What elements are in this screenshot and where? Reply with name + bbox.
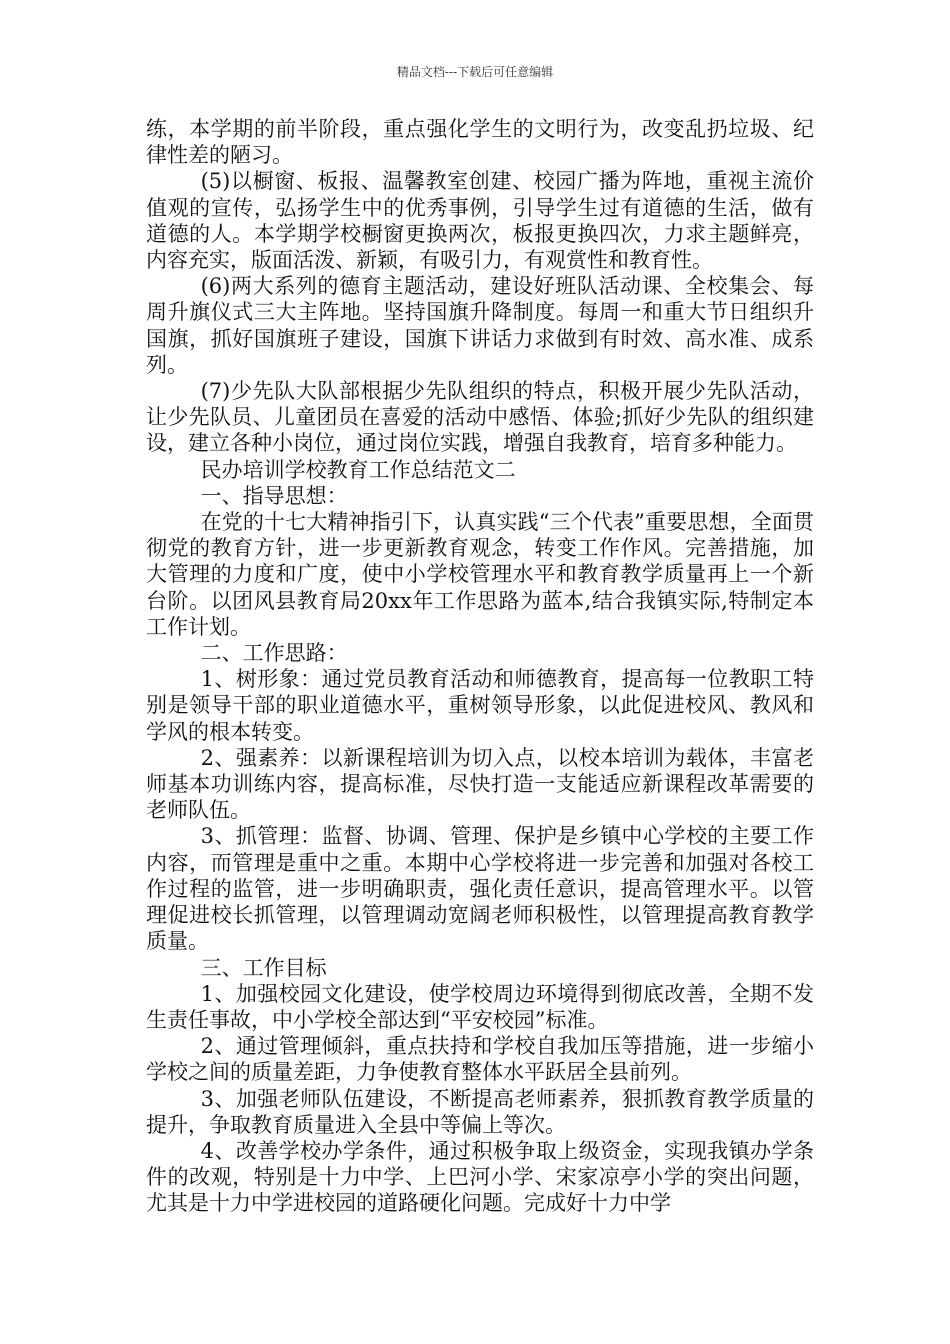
paragraph: 1、树形象：通过党员教育活动和师德教育，提高每一位教职工特别是领导干部的职业道德水平，重树领导形象，以此促进校风、教风和学风的根本转变。 bbox=[146, 667, 814, 744]
paragraph: 在党的十七大精神指引下，认真实践“三个代表”重要思想，全面贯彻党的教育方针，进一步更新教育观念，转变工作作风。完善措施，加大管理的力度和广度，使中小学校管理水平和教育教学质量再上一个新台阶。以团风县教育局20xx年工作思路为蓝本,结合我镇实际,特制定本工作计划。 bbox=[146, 510, 814, 639]
paragraph: 3、抓管理：监督、协调、管理、保护是乡镇中心学校的主要工作内容，而管理是重中之重。本期中心学校将进一步完善和加强对各校工作过程的监管，进一步明确职责，强化责任意识，提高管理水平。以管理促进校长抓管理，以管理调动宽阔老师积极性，以管理提高教育教学质量。 bbox=[146, 824, 814, 954]
paragraph: 3、加强老师队伍建设，不断提高老师素养，狠抓教育教学质量的提升，争取教育质量进入全县中等偏上等次。 bbox=[146, 1086, 814, 1137]
section-heading: 一、指导思想： bbox=[200, 483, 348, 508]
paragraph: (5)以橱窗、板报、温馨教室创建、校园广播为阵地，重视主流价值观的宣传，弘扬学生中的优秀事例，引导学生过有道德的生活，做有道德的人。本学期学校橱窗更换两次，板报更换四次，力求主题鲜亮，内容充实，版面活泼、新颖，有吸引力，有观赏性和教育性。 bbox=[146, 169, 814, 273]
document-body bbox=[146, 116, 814, 1217]
paragraph: 4、改善学校办学条件，通过积极争取上级资金，实现我镇办学条件的改观，特别是十力中学、上巴河小学、宋家凉亭小学的突出问题，尤其是十力中学进校园的道路硬化问题。完成好十力中学 bbox=[146, 1138, 814, 1216]
section-title: 民办培训学校教育工作总结范文二 bbox=[200, 457, 516, 482]
paragraph: (7)少先队大队部根据少先队组织的特点，积极开展少先队活动，让少先队员、儿童团员在喜爱的活动中感悟、体验;抓好少先队的组织建设，建立各种小岗位，通过岗位实践，增强自我教育，培育多种能力。 bbox=[146, 379, 814, 456]
paragraph: 2、通过管理倾斜，重点扶持和学校自我加压等措施，进一步缩小学校之间的质量差距，力争使教育整体水平跃居全县前列。 bbox=[146, 1034, 814, 1085]
paragraph: 1、加强校园文化建设，使学校周边环境得到彻底改善，全期不发生责任事故，中小学校全部达到“平安校园”标准。 bbox=[146, 981, 814, 1032]
paragraph: 练，本学期的前半阶段，重点强化学生的文明行为，改变乱扔垃圾、纪律性差的陋习。 bbox=[146, 117, 814, 168]
section-heading: 三、工作目标 bbox=[200, 955, 327, 980]
section-heading: 二、工作思路： bbox=[200, 641, 348, 666]
page-header: 精品文档---下载后可任意编辑 bbox=[396, 65, 554, 79]
paragraph: 2、强素养：以新课程培训为切入点，以校本培训为载体，丰富老师基本功训练内容，提高标准，尽快打造一支能适应新课程改革需要的老师队伍。 bbox=[146, 745, 814, 823]
paragraph: (6)两大系列的德育主题活动，建设好班队活动课、全校集会、每周升旗仪式三大主阵地。坚持国旗升降制度。每周一和重大节日组织升国旗，抓好国旗班子建设，国旗下讲话力求做到有时效、高水准、成系列。 bbox=[146, 274, 814, 377]
